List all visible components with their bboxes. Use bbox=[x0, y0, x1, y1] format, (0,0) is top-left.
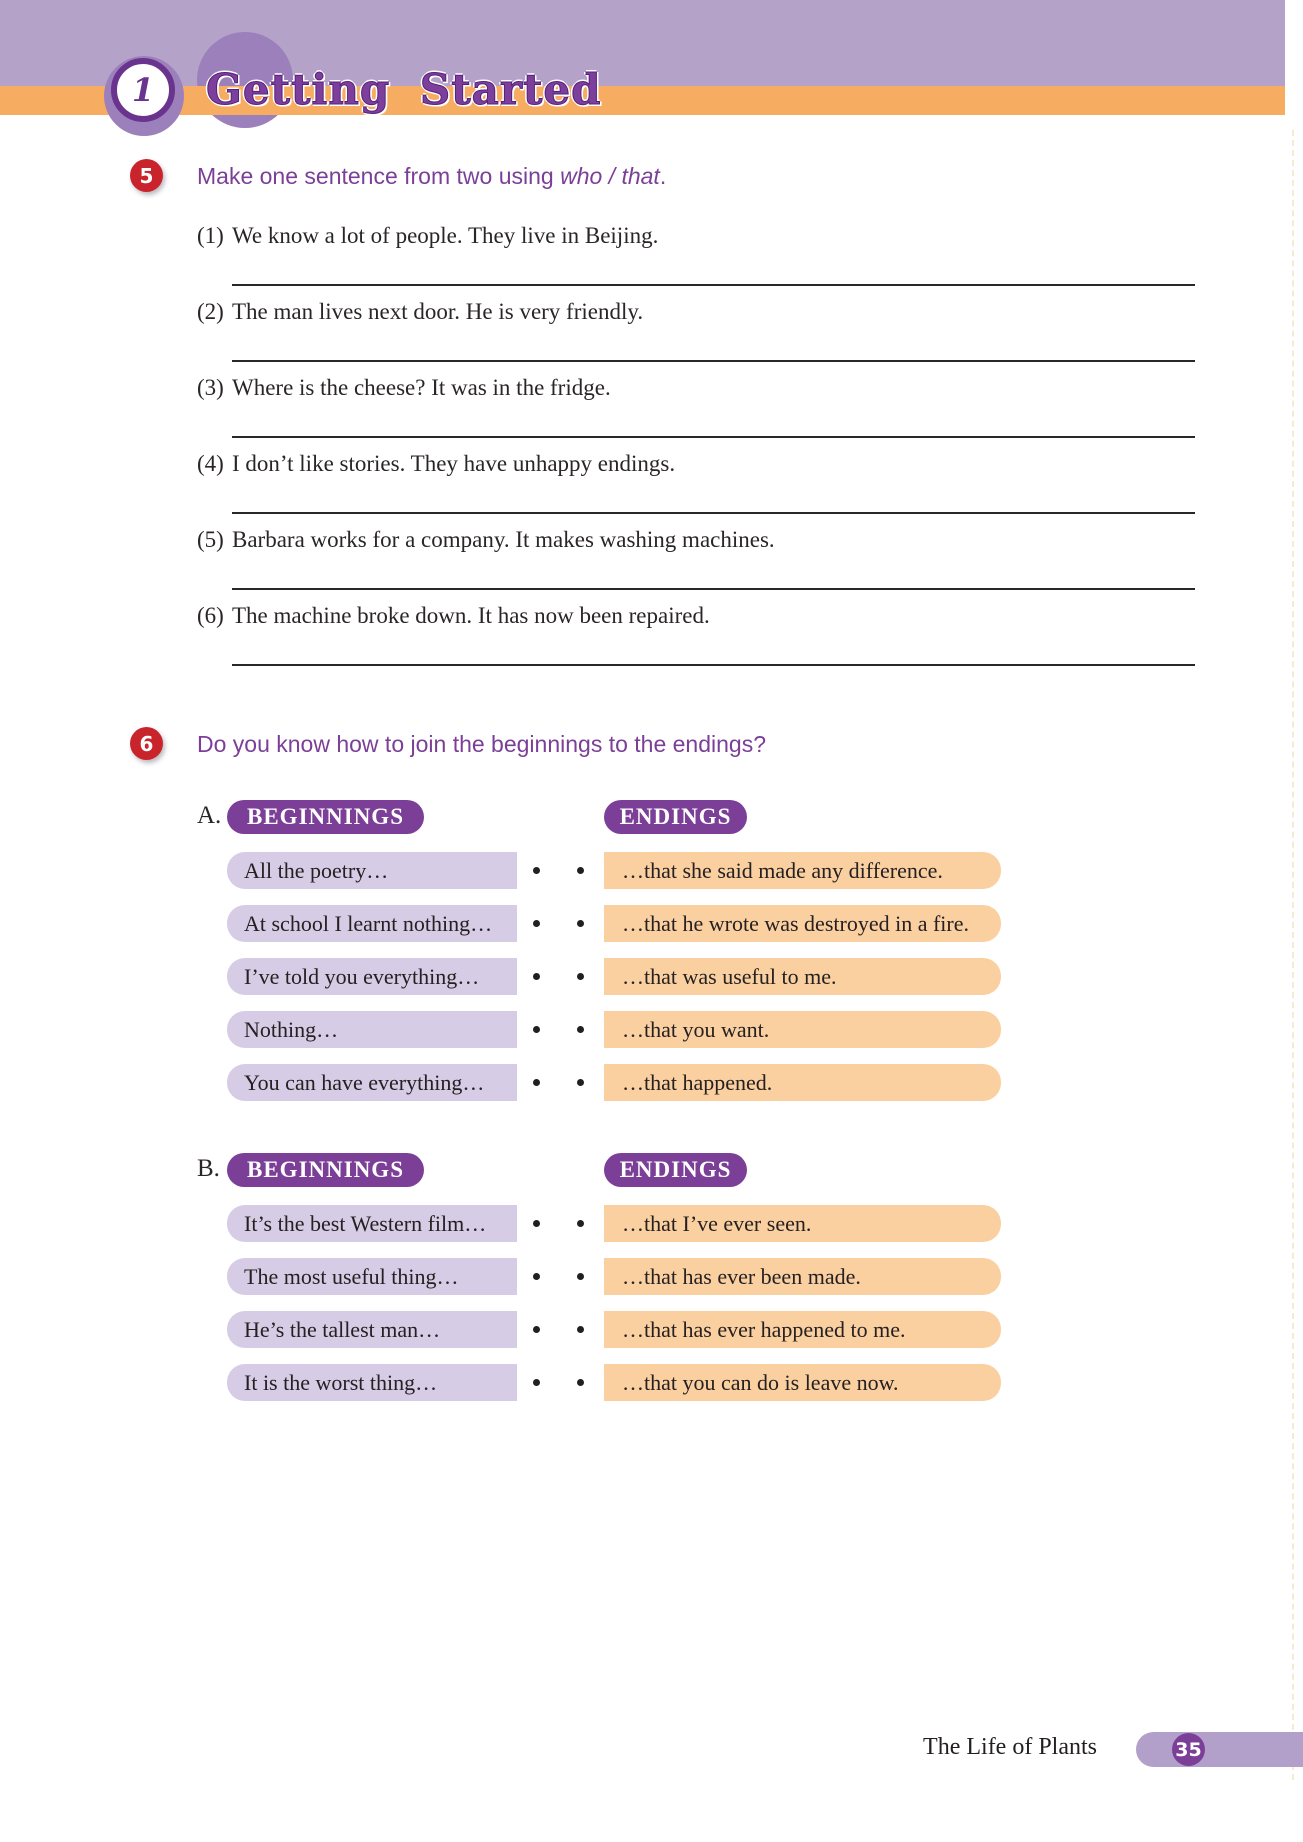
section-header bbox=[197, 1153, 1207, 1205]
ending-box: …that I’ve ever seen. bbox=[604, 1205, 1001, 1242]
beginning-box: At school I learnt nothing… bbox=[227, 905, 517, 942]
connector-dot-icon[interactable] bbox=[577, 867, 584, 874]
section-header bbox=[197, 800, 1207, 852]
page-number-pill bbox=[1136, 1732, 1303, 1767]
beginnings-header-pill: BEGINNINGS bbox=[227, 800, 424, 834]
sentence-text: I don’t like stories. They have unhappy endings. bbox=[232, 451, 676, 476]
beginning-box: The most useful thing… bbox=[227, 1258, 517, 1295]
page-number-badge: 35 bbox=[1172, 1733, 1205, 1766]
item-number: (4) bbox=[197, 451, 224, 476]
ending-box: …that was useful to me. bbox=[604, 958, 1001, 995]
exercise-5-badge: 5 bbox=[130, 159, 163, 192]
header-stripe bbox=[0, 86, 1285, 115]
ending-box: …that happened. bbox=[604, 1064, 1001, 1101]
beginning-box: Nothing… bbox=[227, 1011, 517, 1048]
list-item bbox=[197, 526, 1202, 590]
connector-dot-icon[interactable] bbox=[533, 973, 540, 980]
item-number: (5) bbox=[197, 527, 224, 552]
exercise-6-instruction: Do you know how to join the beginnings to the endings? bbox=[197, 731, 767, 757]
connector-dot-icon[interactable] bbox=[577, 1379, 584, 1386]
header-band bbox=[0, 0, 1285, 86]
list-item bbox=[197, 602, 1202, 666]
match-row bbox=[197, 1364, 1207, 1401]
connector-dot-icon[interactable] bbox=[533, 1273, 540, 1280]
sentence-3 bbox=[197, 374, 1202, 402]
match-row bbox=[197, 958, 1207, 995]
connector-dot-icon[interactable] bbox=[577, 1326, 584, 1333]
match-row bbox=[197, 1258, 1207, 1295]
answer-blank-6[interactable] bbox=[232, 664, 1195, 666]
sentence-text: Barbara works for a company. It makes washing machines. bbox=[232, 527, 775, 552]
answer-blank-5[interactable] bbox=[232, 588, 1195, 590]
beginning-box: I’ve told you everything… bbox=[227, 958, 517, 995]
answer-blank-2[interactable] bbox=[232, 360, 1195, 362]
section-label: B. bbox=[197, 1155, 220, 1182]
answer-blank-4[interactable] bbox=[232, 512, 1195, 514]
list-item bbox=[197, 450, 1202, 514]
instruction-emphasis: who / that bbox=[560, 163, 660, 189]
instruction-text: . bbox=[659, 163, 667, 189]
answer-blank-3[interactable] bbox=[232, 436, 1195, 438]
endings-header-pill: ENDINGS bbox=[604, 1153, 747, 1187]
sentence-text: We know a lot of people. They live in Beijing. bbox=[232, 223, 659, 248]
match-row bbox=[197, 905, 1207, 942]
unit-number-badge bbox=[111, 58, 175, 122]
connector-dot-icon[interactable] bbox=[577, 920, 584, 927]
exercise-5-instruction bbox=[197, 160, 666, 192]
sentence-text: Where is the cheese? It was in the fridge. bbox=[232, 375, 611, 400]
match-row bbox=[197, 1311, 1207, 1348]
match-row bbox=[197, 1205, 1207, 1242]
connector-dot-icon[interactable] bbox=[533, 1379, 540, 1386]
match-row bbox=[197, 852, 1207, 889]
sentence-2 bbox=[197, 298, 1202, 326]
connector-dot-icon[interactable] bbox=[533, 1079, 540, 1086]
ending-box: …that has ever been made. bbox=[604, 1258, 1001, 1295]
match-row bbox=[197, 1011, 1207, 1048]
item-number: (2) bbox=[197, 299, 224, 324]
list-item bbox=[197, 374, 1202, 438]
connector-dot-icon[interactable] bbox=[577, 1220, 584, 1227]
sentence-6 bbox=[197, 602, 1202, 630]
connector-dot-icon[interactable] bbox=[577, 973, 584, 980]
sentence-1 bbox=[197, 222, 1202, 250]
exercise-5-items bbox=[197, 222, 1202, 678]
ending-box: …that you want. bbox=[604, 1011, 1001, 1048]
sentence-5 bbox=[197, 526, 1202, 554]
ending-box: …that he wrote was destroyed in a fire. bbox=[604, 905, 1001, 942]
item-number: (3) bbox=[197, 375, 224, 400]
ending-box: …that she said made any difference. bbox=[604, 852, 1001, 889]
connector-dot-icon[interactable] bbox=[533, 867, 540, 874]
sentence-text: The man lives next door. He is very friendly. bbox=[232, 299, 644, 324]
beginning-box: It’s the best Western film… bbox=[227, 1205, 517, 1242]
connector-dot-icon[interactable] bbox=[533, 1026, 540, 1033]
connector-dot-icon[interactable] bbox=[577, 1079, 584, 1086]
item-number: (6) bbox=[197, 603, 224, 628]
book-title: The Life of Plants bbox=[923, 1734, 1097, 1760]
sentence-4 bbox=[197, 450, 1202, 478]
sentence-text: The machine broke down. It has now been repaired. bbox=[232, 603, 710, 628]
beginning-box: You can have everything… bbox=[227, 1064, 517, 1101]
endings-header-pill: ENDINGS bbox=[604, 800, 747, 834]
page-edge-line bbox=[1292, 130, 1294, 1780]
connector-dot-icon[interactable] bbox=[577, 1273, 584, 1280]
beginning-box: He’s the tallest man… bbox=[227, 1311, 517, 1348]
beginning-box: All the poetry… bbox=[227, 852, 517, 889]
instruction-text: Make one sentence from two using bbox=[197, 163, 561, 189]
matching-section-b bbox=[197, 1153, 1207, 1417]
connector-dot-icon[interactable] bbox=[533, 1326, 540, 1333]
ending-box: …that you can do is leave now. bbox=[604, 1364, 1001, 1401]
match-row bbox=[197, 1064, 1207, 1101]
page-title: Getting Started bbox=[206, 65, 602, 114]
connector-dot-icon[interactable] bbox=[533, 920, 540, 927]
connector-dot-icon[interactable] bbox=[577, 1026, 584, 1033]
beginning-box: It is the worst thing… bbox=[227, 1364, 517, 1401]
ending-box: …that has ever happened to me. bbox=[604, 1311, 1001, 1348]
item-number: (1) bbox=[197, 223, 224, 248]
matching-section-a bbox=[197, 800, 1207, 1117]
list-item bbox=[197, 222, 1202, 286]
connector-dot-icon[interactable] bbox=[533, 1220, 540, 1227]
list-item bbox=[197, 298, 1202, 362]
beginnings-header-pill: BEGINNINGS bbox=[227, 1153, 424, 1187]
exercise-6-badge: 6 bbox=[130, 727, 163, 760]
unit-number: 1 bbox=[131, 71, 155, 109]
answer-blank-1[interactable] bbox=[232, 284, 1195, 286]
section-label: A. bbox=[197, 802, 222, 829]
